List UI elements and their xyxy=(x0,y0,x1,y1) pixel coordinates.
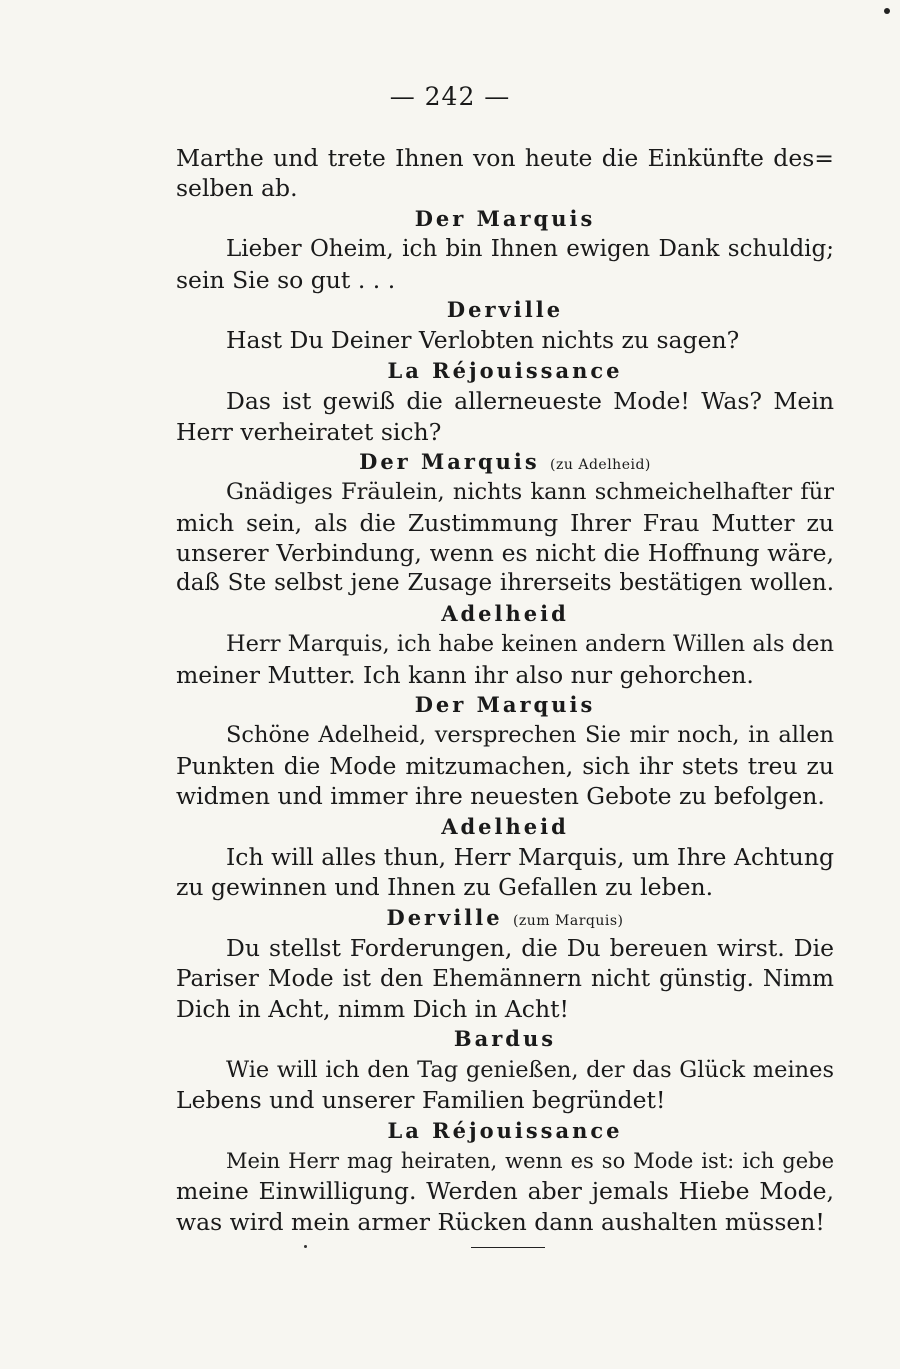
speaker-name xyxy=(176,1116,834,1146)
text-line: Schöne Adelheid, versprechen Sie mir noch, in allen xyxy=(226,722,834,749)
text-line: was wird mein armer Rücken dann aushalten müssen! xyxy=(176,1207,825,1236)
stage-direction: (zu Adelheid) xyxy=(550,456,651,473)
text-line: Du stellst Forderungen, die Du bereuen wirst. Die xyxy=(226,934,834,963)
speaker-label: Bardus xyxy=(453,1026,557,1052)
speaker-label: Der Marquis xyxy=(414,692,596,718)
text-line: zu gewinnen und Ihnen zu Gefallen zu leben. xyxy=(176,873,714,902)
page-number: — 242 — xyxy=(389,82,511,111)
speaker-label: La Réjouissance xyxy=(387,357,623,383)
text-line: Lebens und unserer Familien begründet! xyxy=(176,1086,666,1115)
dialogue-text-block xyxy=(176,143,834,1237)
speaker-label: Der Marquis xyxy=(414,205,596,231)
text-line: sein Sie so gut . . . xyxy=(176,265,396,294)
speaker-name xyxy=(176,1024,834,1054)
text-line: Wie will ich den Tag genießen, der das Glück meines xyxy=(226,1056,834,1083)
speaker-name xyxy=(176,356,834,386)
speaker-label: Adelheid xyxy=(441,813,569,839)
speaker-name xyxy=(176,690,834,720)
text-line: meine Einwilligung. Werden aber jemals Hiebe Mode, xyxy=(176,1177,834,1206)
text-line: mich sein, als die Zustimmung Ihrer Frau Mutter zu xyxy=(176,508,834,537)
speaker-name xyxy=(176,599,834,629)
text-line: meiner Mutter. Ich kann ihr also nur gehorchen. xyxy=(176,660,754,689)
text-line: Herr verheiratet sich? xyxy=(176,417,442,446)
speaker-label: Derville xyxy=(446,296,564,322)
text-line: Dich in Acht, nimm Dich in Acht! xyxy=(176,994,569,1023)
text-line: selben ab. xyxy=(176,174,298,203)
speaker-label: Derville xyxy=(386,904,503,930)
text-line: Punkten die Mode mitzumachen, sich ihr stets treu zu xyxy=(176,751,834,780)
text-line: Mein Herr mag heiraten, wenn es so Mode ist: ich gebe xyxy=(226,1148,834,1173)
text-line: unserer Verbindung, wenn es nicht die Hoffnung wäre, xyxy=(176,539,834,568)
speaker-name xyxy=(176,903,834,933)
text-line: Ich will alles thun, Herr Marquis, um Ihre Achtung xyxy=(226,842,834,871)
speaker-label: Adelheid xyxy=(441,600,569,626)
text-line: daß Ste selbst jene Zusage ihrerseits bestätigen wollen. xyxy=(176,570,834,597)
text-line: Hast Du Deiner Verlobten nichts zu sagen? xyxy=(226,326,740,355)
text-line: Das ist gewiß die allerneueste Mode! Was? Mein xyxy=(226,387,834,416)
ink-speck xyxy=(304,1245,307,1248)
speaker-label: Der Marquis xyxy=(359,448,540,474)
speaker-label: La Réjouissance xyxy=(387,1117,623,1143)
speaker-name xyxy=(176,812,834,842)
stage-direction: (zum Marquis) xyxy=(512,912,624,929)
text-line: widmen und immer ihre neuesten Gebote zu befolgen. xyxy=(176,782,825,811)
text-line: Lieber Oheim, ich bin Ihnen ewigen Dank schuldig; xyxy=(226,236,834,263)
corner-mark xyxy=(884,8,890,14)
text-line: Marthe und trete Ihnen von heute die Einkünfte des= xyxy=(176,144,834,172)
text-line: Gnädiges Fräulein, nichts kann schmeichelhafter für xyxy=(226,479,834,506)
end-rule xyxy=(471,1247,545,1248)
speaker-name xyxy=(176,295,834,325)
speaker-name xyxy=(176,447,834,477)
text-line: Herr Marquis, ich habe keinen andern Willen als den xyxy=(226,631,834,658)
speaker-name xyxy=(176,204,834,234)
text-line: Pariser Mode ist den Ehemännern nicht günstig. Nimm xyxy=(176,965,834,992)
